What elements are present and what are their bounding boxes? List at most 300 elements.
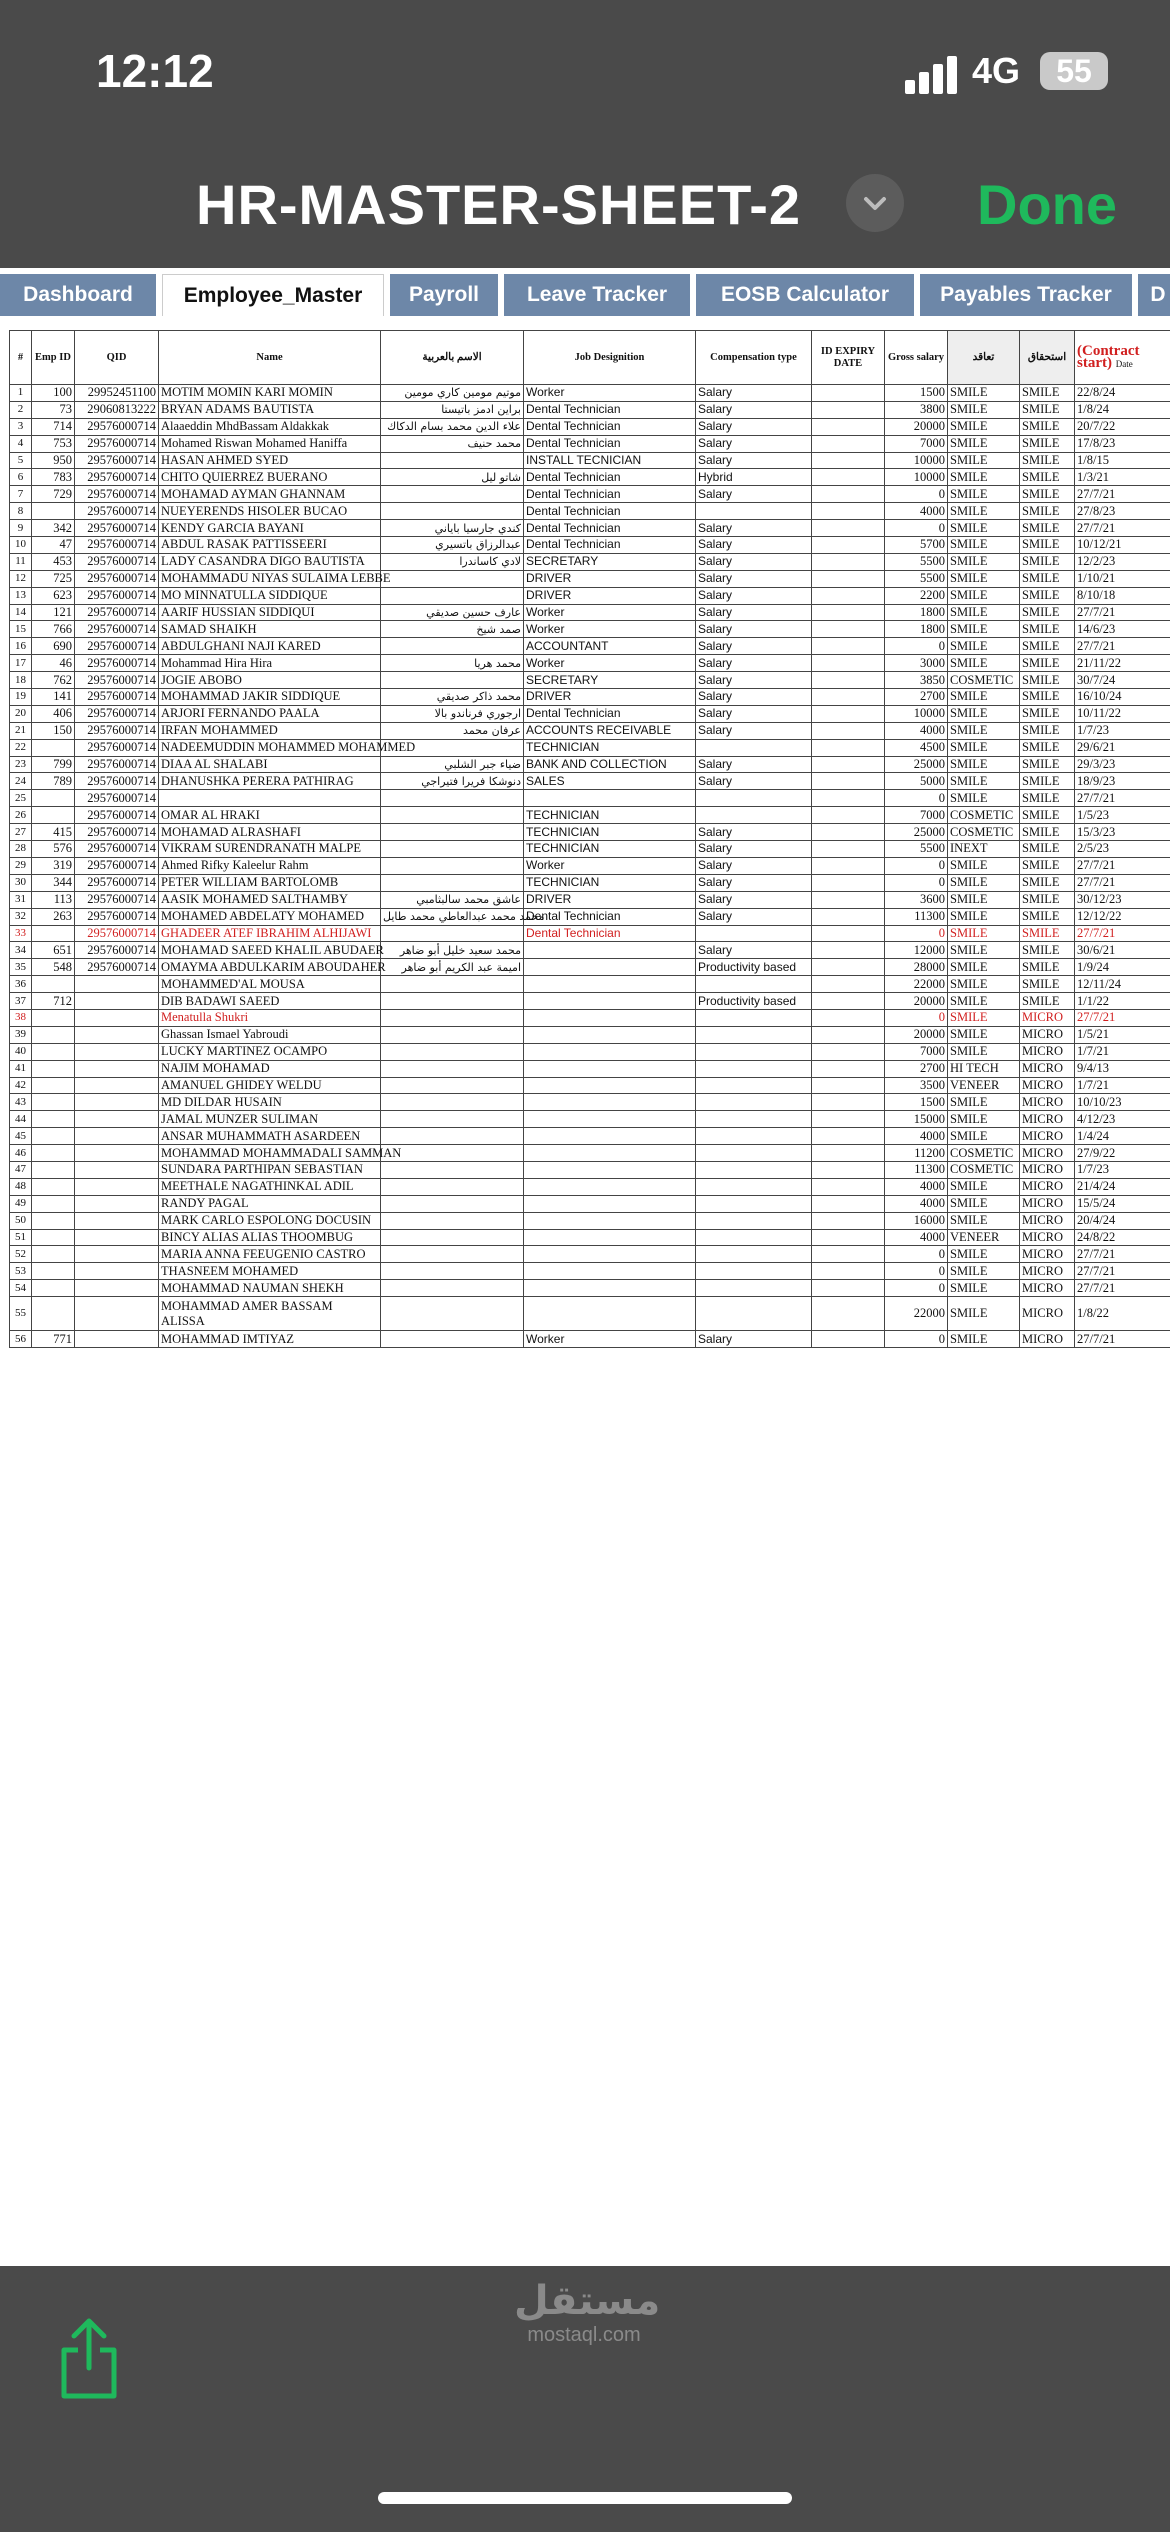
id-expiry-cell[interactable] bbox=[812, 672, 885, 689]
row-number[interactable]: 32 bbox=[10, 908, 32, 925]
qid-cell[interactable]: 29576000714 bbox=[75, 942, 159, 959]
job-cell[interactable]: DRIVER bbox=[524, 891, 696, 908]
contract-cell[interactable]: SMILE bbox=[948, 1043, 1020, 1060]
emp-id-cell[interactable]: 714 bbox=[32, 418, 75, 435]
gross-salary-cell[interactable]: 11300 bbox=[885, 1161, 948, 1178]
emp-id-cell[interactable] bbox=[32, 1111, 75, 1128]
emp-id-cell[interactable]: 113 bbox=[32, 891, 75, 908]
entitled-cell[interactable]: SMILE bbox=[1020, 841, 1075, 858]
name-cell[interactable]: GHADEER ATEF IBRAHIM ALHIJAWI bbox=[159, 925, 381, 942]
comp-type-cell[interactable]: Salary bbox=[696, 773, 812, 790]
emp-id-cell[interactable]: 406 bbox=[32, 705, 75, 722]
job-cell[interactable]: Dental Technician bbox=[524, 469, 696, 486]
start-date-cell[interactable]: 14/6/23 bbox=[1075, 621, 1170, 638]
emp-id-cell[interactable]: 319 bbox=[32, 857, 75, 874]
id-expiry-cell[interactable] bbox=[812, 857, 885, 874]
comp-type-cell[interactable] bbox=[696, 790, 812, 807]
contract-cell[interactable]: SMILE bbox=[948, 1280, 1020, 1297]
name-cell[interactable]: Mohamed Riswan Mohamed Haniffa bbox=[159, 435, 381, 452]
emp-id-cell[interactable]: 342 bbox=[32, 520, 75, 537]
arabic-name-cell[interactable]: براين ادمز باتيستا bbox=[381, 401, 524, 418]
table-row[interactable] bbox=[10, 942, 1170, 959]
contract-cell[interactable]: SMILE bbox=[948, 1026, 1020, 1043]
name-cell[interactable]: KENDY GARCIA BAYANI bbox=[159, 520, 381, 537]
contract-cell[interactable]: SMILE bbox=[948, 570, 1020, 587]
emp-id-cell[interactable]: 766 bbox=[32, 621, 75, 638]
qid-cell[interactable]: 29576000714 bbox=[75, 672, 159, 689]
id-expiry-cell[interactable] bbox=[812, 1280, 885, 1297]
emp-id-cell[interactable]: 725 bbox=[32, 570, 75, 587]
start-date-cell[interactable]: 22/8/24 bbox=[1075, 385, 1170, 402]
comp-type-cell[interactable]: Salary bbox=[696, 621, 812, 638]
table-row[interactable] bbox=[10, 824, 1170, 841]
row-number[interactable]: 13 bbox=[10, 587, 32, 604]
document-title[interactable]: HR-MASTER-SHEET-2 bbox=[196, 173, 802, 236]
arabic-name-cell[interactable] bbox=[381, 638, 524, 655]
comp-type-cell[interactable]: Salary bbox=[696, 587, 812, 604]
qid-cell[interactable]: 29576000714 bbox=[75, 553, 159, 570]
id-expiry-cell[interactable] bbox=[812, 486, 885, 503]
gross-salary-cell[interactable]: 10000 bbox=[885, 705, 948, 722]
gross-salary-cell[interactable]: 4000 bbox=[885, 1229, 948, 1246]
emp-id-cell[interactable]: 46 bbox=[32, 655, 75, 672]
comp-type-cell[interactable]: Salary bbox=[696, 452, 812, 469]
arabic-name-cell[interactable] bbox=[381, 1195, 524, 1212]
contract-cell[interactable]: SMILE bbox=[948, 722, 1020, 739]
comp-type-cell[interactable]: Salary bbox=[696, 857, 812, 874]
qid-cell[interactable]: 29576000714 bbox=[75, 807, 159, 824]
arabic-name-cell[interactable] bbox=[381, 1263, 524, 1280]
emp-id-cell[interactable] bbox=[32, 739, 75, 756]
name-cell[interactable]: Mohammad Hira Hira bbox=[159, 655, 381, 672]
start-date-cell[interactable]: 27/7/21 bbox=[1075, 790, 1170, 807]
contract-cell[interactable]: SMILE bbox=[948, 1178, 1020, 1195]
entitled-cell[interactable]: SMILE bbox=[1020, 773, 1075, 790]
id-expiry-cell[interactable] bbox=[812, 1331, 885, 1348]
row-number[interactable]: 53 bbox=[10, 1263, 32, 1280]
qid-cell[interactable]: 29576000714 bbox=[75, 756, 159, 773]
job-cell[interactable] bbox=[524, 1195, 696, 1212]
contract-cell[interactable]: SMILE bbox=[948, 655, 1020, 672]
name-cell[interactable]: MOHAMMAD JAKIR SIDDIQUE bbox=[159, 689, 381, 706]
arabic-name-cell[interactable]: ضياء جبر الشلبي bbox=[381, 756, 524, 773]
arabic-name-cell[interactable] bbox=[381, 672, 524, 689]
job-cell[interactable] bbox=[524, 1178, 696, 1195]
job-cell[interactable]: Worker bbox=[524, 857, 696, 874]
table-row[interactable] bbox=[10, 655, 1170, 672]
row-number[interactable]: 54 bbox=[10, 1280, 32, 1297]
row-number[interactable]: 26 bbox=[10, 807, 32, 824]
start-date-cell[interactable]: 16/10/24 bbox=[1075, 689, 1170, 706]
entitled-cell[interactable]: SMILE bbox=[1020, 570, 1075, 587]
col-start-date[interactable] bbox=[1075, 331, 1170, 385]
table-row[interactable] bbox=[10, 604, 1170, 621]
job-cell[interactable]: SALES bbox=[524, 773, 696, 790]
start-date-cell[interactable]: 27/7/21 bbox=[1075, 925, 1170, 942]
job-cell[interactable]: TECHNICIAN bbox=[524, 807, 696, 824]
arabic-name-cell[interactable]: عارف حسين صديقي bbox=[381, 604, 524, 621]
job-cell[interactable]: DRIVER bbox=[524, 689, 696, 706]
gross-salary-cell[interactable]: 3600 bbox=[885, 891, 948, 908]
emp-id-cell[interactable] bbox=[32, 1297, 75, 1331]
name-cell[interactable]: NUEYERENDS HISOLER BUCAO bbox=[159, 503, 381, 520]
row-number[interactable]: 10 bbox=[10, 537, 32, 554]
contract-cell[interactable]: SMILE bbox=[948, 638, 1020, 655]
done-button[interactable]: Done bbox=[977, 173, 1117, 236]
emp-id-cell[interactable] bbox=[32, 1229, 75, 1246]
comp-type-cell[interactable]: Salary bbox=[696, 672, 812, 689]
gross-salary-cell[interactable]: 2200 bbox=[885, 587, 948, 604]
qid-cell[interactable] bbox=[75, 1009, 159, 1026]
contract-cell[interactable]: SMILE bbox=[948, 1111, 1020, 1128]
job-cell[interactable]: Dental Technician bbox=[524, 520, 696, 537]
row-number[interactable]: 15 bbox=[10, 621, 32, 638]
gross-salary-cell[interactable]: 4000 bbox=[885, 503, 948, 520]
start-date-cell[interactable]: 27/7/21 bbox=[1075, 1331, 1170, 1348]
id-expiry-cell[interactable] bbox=[812, 520, 885, 537]
comp-type-cell[interactable]: Salary bbox=[696, 638, 812, 655]
qid-cell[interactable]: 29576000714 bbox=[75, 435, 159, 452]
id-expiry-cell[interactable] bbox=[812, 452, 885, 469]
arabic-name-cell[interactable] bbox=[381, 1229, 524, 1246]
comp-type-cell[interactable] bbox=[696, 1128, 812, 1145]
emp-id-cell[interactable]: 263 bbox=[32, 908, 75, 925]
row-number[interactable]: 19 bbox=[10, 689, 32, 706]
arabic-name-cell[interactable] bbox=[381, 1094, 524, 1111]
arabic-name-cell[interactable] bbox=[381, 1026, 524, 1043]
row-number[interactable]: 20 bbox=[10, 705, 32, 722]
contract-cell[interactable]: SMILE bbox=[948, 486, 1020, 503]
arabic-name-cell[interactable] bbox=[381, 587, 524, 604]
job-cell[interactable]: Dental Technician bbox=[524, 537, 696, 554]
start-date-cell[interactable]: 1/7/23 bbox=[1075, 722, 1170, 739]
qid-cell[interactable]: 29576000714 bbox=[75, 722, 159, 739]
emp-id-cell[interactable]: 753 bbox=[32, 435, 75, 452]
id-expiry-cell[interactable] bbox=[812, 537, 885, 554]
job-cell[interactable]: Dental Technician bbox=[524, 435, 696, 452]
arabic-name-cell[interactable]: محمد محمد عبدالعاطي محمد طايل bbox=[381, 908, 524, 925]
gross-salary-cell[interactable]: 3850 bbox=[885, 672, 948, 689]
start-date-cell[interactable]: 10/10/23 bbox=[1075, 1094, 1170, 1111]
job-cell[interactable]: ACCOUNTANT bbox=[524, 638, 696, 655]
row-number[interactable]: 21 bbox=[10, 722, 32, 739]
job-cell[interactable]: TECHNICIAN bbox=[524, 739, 696, 756]
id-expiry-cell[interactable] bbox=[812, 1145, 885, 1162]
row-number[interactable]: 40 bbox=[10, 1043, 32, 1060]
table-row[interactable] bbox=[10, 385, 1170, 402]
comp-type-cell[interactable]: Salary bbox=[696, 874, 812, 891]
job-cell[interactable] bbox=[524, 1060, 696, 1077]
table-row[interactable] bbox=[10, 874, 1170, 891]
gross-salary-cell[interactable]: 11200 bbox=[885, 1145, 948, 1162]
start-date-cell[interactable]: 29/6/21 bbox=[1075, 739, 1170, 756]
gross-salary-cell[interactable]: 4000 bbox=[885, 722, 948, 739]
table-row[interactable] bbox=[10, 553, 1170, 570]
start-date-cell[interactable]: 1/1/22 bbox=[1075, 993, 1170, 1010]
name-cell[interactable]: MOHAMAD ALRASHAFI bbox=[159, 824, 381, 841]
emp-id-cell[interactable] bbox=[32, 1263, 75, 1280]
name-cell[interactable]: MOHAMMAD IMTIYAZ bbox=[159, 1331, 381, 1348]
gross-salary-cell[interactable]: 5500 bbox=[885, 841, 948, 858]
job-cell[interactable] bbox=[524, 1128, 696, 1145]
arabic-name-cell[interactable]: محمد هريا bbox=[381, 655, 524, 672]
entitled-cell[interactable]: SMILE bbox=[1020, 790, 1075, 807]
name-cell[interactable]: OMAR AL HRAKI bbox=[159, 807, 381, 824]
qid-cell[interactable]: 29576000714 bbox=[75, 537, 159, 554]
comp-type-cell[interactable] bbox=[696, 1263, 812, 1280]
id-expiry-cell[interactable] bbox=[812, 435, 885, 452]
table-row[interactable] bbox=[10, 1009, 1170, 1026]
table-row[interactable] bbox=[10, 1060, 1170, 1077]
comp-type-cell[interactable]: Salary bbox=[696, 520, 812, 537]
name-cell[interactable]: LUCKY MARTINEZ OCAMPO bbox=[159, 1043, 381, 1060]
gross-salary-cell[interactable]: 7000 bbox=[885, 1043, 948, 1060]
entitled-cell[interactable]: SMILE bbox=[1020, 672, 1075, 689]
entitled-cell[interactable]: SMILE bbox=[1020, 756, 1075, 773]
contract-cell[interactable]: SMILE bbox=[948, 689, 1020, 706]
tab-leave-tracker[interactable]: Leave Tracker bbox=[504, 274, 690, 316]
comp-type-cell[interactable] bbox=[696, 807, 812, 824]
tab-payroll[interactable]: Payroll bbox=[390, 274, 498, 316]
job-cell[interactable]: Dental Technician bbox=[524, 705, 696, 722]
gross-salary-cell[interactable]: 5000 bbox=[885, 773, 948, 790]
id-expiry-cell[interactable] bbox=[812, 503, 885, 520]
contract-cell[interactable]: SMILE bbox=[948, 1297, 1020, 1331]
arabic-name-cell[interactable] bbox=[381, 452, 524, 469]
row-number[interactable]: 45 bbox=[10, 1128, 32, 1145]
start-date-cell[interactable]: 29/3/23 bbox=[1075, 756, 1170, 773]
row-number[interactable]: 31 bbox=[10, 891, 32, 908]
table-row[interactable] bbox=[10, 1077, 1170, 1094]
qid-cell[interactable]: 29576000714 bbox=[75, 705, 159, 722]
qid-cell[interactable]: 29576000714 bbox=[75, 739, 159, 756]
contract-cell[interactable]: SMILE bbox=[948, 739, 1020, 756]
contract-cell[interactable]: SMILE bbox=[948, 452, 1020, 469]
id-expiry-cell[interactable] bbox=[812, 604, 885, 621]
entitled-cell[interactable]: MICRO bbox=[1020, 1009, 1075, 1026]
emp-id-cell[interactable]: 453 bbox=[32, 553, 75, 570]
contract-cell[interactable]: SMILE bbox=[948, 874, 1020, 891]
gross-salary-cell[interactable]: 1800 bbox=[885, 621, 948, 638]
gross-salary-cell[interactable]: 10000 bbox=[885, 469, 948, 486]
row-number[interactable]: 49 bbox=[10, 1195, 32, 1212]
table-row[interactable] bbox=[10, 435, 1170, 452]
emp-id-cell[interactable] bbox=[32, 807, 75, 824]
contract-cell[interactable]: SMILE bbox=[948, 621, 1020, 638]
table-row[interactable] bbox=[10, 570, 1170, 587]
qid-cell[interactable]: 29576000714 bbox=[75, 773, 159, 790]
arabic-name-cell[interactable]: صمد شيخ bbox=[381, 621, 524, 638]
id-expiry-cell[interactable] bbox=[812, 1297, 885, 1331]
comp-type-cell[interactable] bbox=[696, 1043, 812, 1060]
start-date-cell[interactable]: 30/6/21 bbox=[1075, 942, 1170, 959]
emp-id-cell[interactable]: 789 bbox=[32, 773, 75, 790]
id-expiry-cell[interactable] bbox=[812, 874, 885, 891]
start-date-cell[interactable]: 27/7/21 bbox=[1075, 486, 1170, 503]
col-job[interactable]: Job Designition bbox=[524, 331, 696, 385]
comp-type-cell[interactable] bbox=[696, 1297, 812, 1331]
gross-salary-cell[interactable]: 0 bbox=[885, 790, 948, 807]
job-cell[interactable] bbox=[524, 790, 696, 807]
qid-cell[interactable]: 29576000714 bbox=[75, 503, 159, 520]
entitled-cell[interactable]: SMILE bbox=[1020, 722, 1075, 739]
emp-id-cell[interactable] bbox=[32, 1060, 75, 1077]
gross-salary-cell[interactable]: 20000 bbox=[885, 418, 948, 435]
start-date-cell[interactable]: 12/12/22 bbox=[1075, 908, 1170, 925]
emp-id-cell[interactable]: 623 bbox=[32, 587, 75, 604]
table-row[interactable] bbox=[10, 1246, 1170, 1263]
arabic-name-cell[interactable] bbox=[381, 1043, 524, 1060]
name-cell[interactable]: BINCY ALIAS ALIAS THOOMBUG bbox=[159, 1229, 381, 1246]
job-cell[interactable]: ACCOUNTS RECEIVABLE bbox=[524, 722, 696, 739]
emp-id-cell[interactable] bbox=[32, 1145, 75, 1162]
job-cell[interactable]: TECHNICIAN bbox=[524, 841, 696, 858]
id-expiry-cell[interactable] bbox=[812, 756, 885, 773]
start-date-cell[interactable]: 30/12/23 bbox=[1075, 891, 1170, 908]
comp-type-cell[interactable]: Salary bbox=[696, 553, 812, 570]
row-number[interactable]: 6 bbox=[10, 469, 32, 486]
gross-salary-cell[interactable]: 20000 bbox=[885, 993, 948, 1010]
contract-cell[interactable]: COSMETIC bbox=[948, 1161, 1020, 1178]
tab-dashboard[interactable]: Dashboard bbox=[0, 274, 156, 316]
contract-cell[interactable]: SMILE bbox=[948, 857, 1020, 874]
start-date-cell[interactable]: 27/7/21 bbox=[1075, 638, 1170, 655]
comp-type-cell[interactable] bbox=[696, 1094, 812, 1111]
table-row[interactable] bbox=[10, 621, 1170, 638]
entitled-cell[interactable]: SMILE bbox=[1020, 689, 1075, 706]
entitled-cell[interactable]: SMILE bbox=[1020, 739, 1075, 756]
gross-salary-cell[interactable]: 0 bbox=[885, 1009, 948, 1026]
gross-salary-cell[interactable]: 3500 bbox=[885, 1077, 948, 1094]
id-expiry-cell[interactable] bbox=[812, 824, 885, 841]
name-cell[interactable]: PETER WILLIAM BARTOLOMB bbox=[159, 874, 381, 891]
emp-id-cell[interactable]: 729 bbox=[32, 486, 75, 503]
table-row[interactable] bbox=[10, 418, 1170, 435]
name-cell[interactable]: JAMAL MUNZER SULIMAN bbox=[159, 1111, 381, 1128]
id-expiry-cell[interactable] bbox=[812, 942, 885, 959]
comp-type-cell[interactable]: Salary bbox=[696, 841, 812, 858]
start-date-cell[interactable]: 27/7/21 bbox=[1075, 1280, 1170, 1297]
job-cell[interactable] bbox=[524, 1094, 696, 1111]
name-cell[interactable]: MOHAMMAD AMER BASSAM ALISSA bbox=[159, 1297, 381, 1331]
emp-id-cell[interactable] bbox=[32, 1212, 75, 1229]
gross-salary-cell[interactable]: 1500 bbox=[885, 1094, 948, 1111]
gross-salary-cell[interactable]: 2700 bbox=[885, 1060, 948, 1077]
entitled-cell[interactable]: SMILE bbox=[1020, 993, 1075, 1010]
name-cell[interactable]: MOHAMMAD MOHAMMADALI SAMMAN bbox=[159, 1145, 381, 1162]
id-expiry-cell[interactable] bbox=[812, 1009, 885, 1026]
start-date-cell[interactable]: 15/3/23 bbox=[1075, 824, 1170, 841]
comp-type-cell[interactable]: Salary bbox=[696, 1331, 812, 1348]
start-date-cell[interactable]: 1/8/15 bbox=[1075, 452, 1170, 469]
table-row[interactable] bbox=[10, 1161, 1170, 1178]
emp-id-cell[interactable] bbox=[32, 1161, 75, 1178]
entitled-cell[interactable]: SMILE bbox=[1020, 469, 1075, 486]
entitled-cell[interactable]: SMILE bbox=[1020, 587, 1075, 604]
gross-salary-cell[interactable]: 28000 bbox=[885, 959, 948, 976]
table-row[interactable] bbox=[10, 739, 1170, 756]
contract-cell[interactable]: SMILE bbox=[948, 976, 1020, 993]
id-expiry-cell[interactable] bbox=[812, 807, 885, 824]
arabic-name-cell[interactable] bbox=[381, 1331, 524, 1348]
row-number[interactable]: 24 bbox=[10, 773, 32, 790]
qid-cell[interactable]: 29576000714 bbox=[75, 604, 159, 621]
gross-salary-cell[interactable]: 0 bbox=[885, 486, 948, 503]
qid-cell[interactable] bbox=[75, 1229, 159, 1246]
gross-salary-cell[interactable]: 7000 bbox=[885, 435, 948, 452]
id-expiry-cell[interactable] bbox=[812, 1128, 885, 1145]
entitled-cell[interactable]: SMILE bbox=[1020, 976, 1075, 993]
row-number[interactable]: 34 bbox=[10, 942, 32, 959]
row-number[interactable]: 30 bbox=[10, 874, 32, 891]
table-row[interactable] bbox=[10, 401, 1170, 418]
contract-cell[interactable]: SMILE bbox=[948, 469, 1020, 486]
arabic-name-cell[interactable] bbox=[381, 503, 524, 520]
emp-id-cell[interactable] bbox=[32, 1094, 75, 1111]
row-number[interactable]: 3 bbox=[10, 418, 32, 435]
emp-id-cell[interactable]: 712 bbox=[32, 993, 75, 1010]
gross-salary-cell[interactable]: 0 bbox=[885, 1246, 948, 1263]
id-expiry-cell[interactable] bbox=[812, 1212, 885, 1229]
name-cell[interactable]: ABDULGHANI NAJI KARED bbox=[159, 638, 381, 655]
start-date-cell[interactable]: 21/11/22 bbox=[1075, 655, 1170, 672]
comp-type-cell[interactable] bbox=[696, 1212, 812, 1229]
comp-type-cell[interactable]: Salary bbox=[696, 418, 812, 435]
entitled-cell[interactable]: SMILE bbox=[1020, 503, 1075, 520]
home-indicator[interactable] bbox=[378, 2492, 792, 2504]
contract-cell[interactable]: SMILE bbox=[948, 503, 1020, 520]
id-expiry-cell[interactable] bbox=[812, 1094, 885, 1111]
start-date-cell[interactable]: 1/7/21 bbox=[1075, 1043, 1170, 1060]
job-cell[interactable]: Worker bbox=[524, 1331, 696, 1348]
name-cell[interactable]: RANDY PAGAL bbox=[159, 1195, 381, 1212]
job-cell[interactable]: Dental Technician bbox=[524, 486, 696, 503]
row-number[interactable]: 43 bbox=[10, 1094, 32, 1111]
job-cell[interactable] bbox=[524, 1280, 696, 1297]
arabic-name-cell[interactable] bbox=[381, 1111, 524, 1128]
col-gross[interactable]: Gross salary bbox=[885, 331, 948, 385]
name-cell[interactable]: MEETHALE NAGATHINKAL ADIL bbox=[159, 1178, 381, 1195]
job-cell[interactable]: DRIVER bbox=[524, 570, 696, 587]
row-number[interactable]: 37 bbox=[10, 993, 32, 1010]
contract-cell[interactable]: SMILE bbox=[948, 756, 1020, 773]
emp-id-cell[interactable]: 576 bbox=[32, 841, 75, 858]
entitled-cell[interactable]: MICRO bbox=[1020, 1246, 1075, 1263]
job-cell[interactable]: Dental Technician bbox=[524, 503, 696, 520]
table-row[interactable] bbox=[10, 1331, 1170, 1348]
tab-d[interactable]: D bbox=[1138, 274, 1170, 316]
contract-cell[interactable]: HI TECH bbox=[948, 1060, 1020, 1077]
comp-type-cell[interactable]: Salary bbox=[696, 756, 812, 773]
id-expiry-cell[interactable] bbox=[812, 570, 885, 587]
job-cell[interactable]: Worker bbox=[524, 655, 696, 672]
table-row[interactable] bbox=[10, 976, 1170, 993]
gross-salary-cell[interactable]: 1500 bbox=[885, 385, 948, 402]
arabic-name-cell[interactable]: موتيم مومين كاري مومين bbox=[381, 385, 524, 402]
table-row[interactable] bbox=[10, 1043, 1170, 1060]
row-number[interactable]: 55 bbox=[10, 1297, 32, 1331]
qid-cell[interactable]: 29576000714 bbox=[75, 925, 159, 942]
qid-cell[interactable]: 29576000714 bbox=[75, 689, 159, 706]
id-expiry-cell[interactable] bbox=[812, 976, 885, 993]
contract-cell[interactable]: SMILE bbox=[948, 993, 1020, 1010]
table-row[interactable] bbox=[10, 790, 1170, 807]
contract-cell[interactable]: SMILE bbox=[948, 385, 1020, 402]
qid-cell[interactable] bbox=[75, 976, 159, 993]
qid-cell[interactable]: 29952451100 bbox=[75, 385, 159, 402]
start-date-cell[interactable]: 1/10/21 bbox=[1075, 570, 1170, 587]
table-row[interactable] bbox=[10, 486, 1170, 503]
